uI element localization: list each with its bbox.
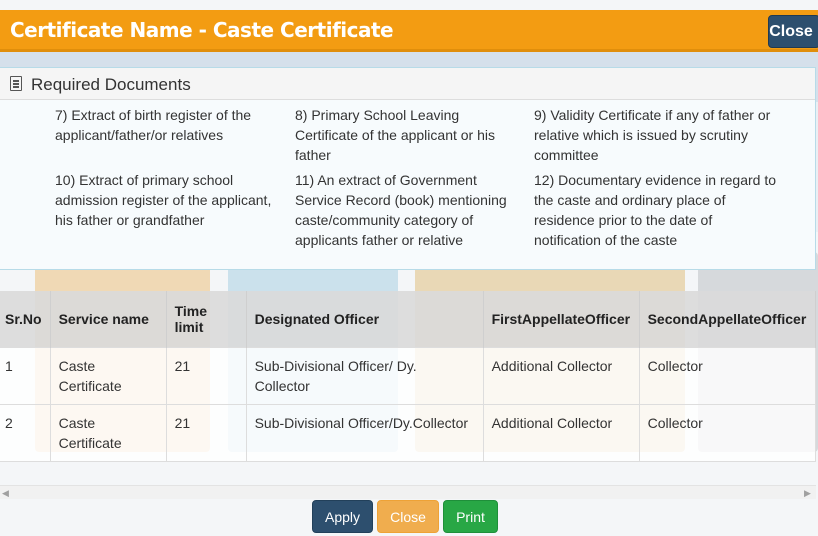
- service-table: [0, 291, 816, 462]
- cell-designated-officer: Sub-Divisional Officer/Dy.Collector: [246, 404, 483, 461]
- document-item: 9) Validity Certificate if any of father or relative which is issued by scrutiny committee: [534, 107, 771, 163]
- horizontal-scrollbar[interactable]: [0, 485, 816, 499]
- modal-header: [0, 10, 818, 52]
- column-header-service-name: Service name: [50, 291, 166, 347]
- column-header-sr-no: Sr.No: [0, 291, 50, 347]
- table-row: [0, 347, 815, 404]
- modal-title: Certificate Name - Caste Certificate: [10, 18, 394, 42]
- column-header-first-appellate-officer: FirstAppellateOfficer: [483, 291, 639, 347]
- column-header-designated-officer: Designated Officer: [246, 291, 483, 347]
- document-icon: [10, 76, 22, 91]
- apply-button[interactable]: Apply: [312, 500, 373, 533]
- required-documents-heading-bar: [0, 68, 815, 100]
- cell-second-appellate-officer: Collector: [639, 347, 815, 404]
- cell-service-name: Caste Certificate: [50, 404, 166, 461]
- cell-first-appellate-officer: Additional Collector: [483, 404, 639, 461]
- cell-service-name: Caste Certificate: [50, 347, 166, 404]
- required-documents-heading: Required Documents: [31, 75, 191, 94]
- document-item: 8) Primary School Leaving Certificate of the applicant or his father: [295, 107, 495, 163]
- service-table-container: [0, 291, 818, 462]
- print-button[interactable]: Print: [443, 500, 498, 533]
- footer-close-button[interactable]: Close: [377, 500, 439, 533]
- cell-time-limit: 21: [166, 347, 246, 404]
- cell-sr-no: 2: [0, 404, 50, 461]
- cell-sr-no: 1: [0, 347, 50, 404]
- table-row: [0, 404, 815, 461]
- scroll-right-arrow-icon[interactable]: ▶: [804, 488, 811, 498]
- document-item: 12) Documentary evidence in regard to the caste and ordinary place of residence prior to the date of notification of the caste: [534, 172, 777, 248]
- column-header-second-appellate-officer: SecondAppellateOfficer: [639, 291, 815, 347]
- document-item: 10) Extract of primary school admission register of the applicant, his father or grandfather: [55, 172, 272, 228]
- scroll-left-arrow-icon[interactable]: ◀: [2, 488, 9, 498]
- cell-time-limit: 21: [166, 404, 246, 461]
- header-close-button[interactable]: Close: [768, 15, 818, 48]
- cell-designated-officer: Sub-Divisional Officer/ Dy. Collector: [246, 347, 483, 404]
- required-documents-panel: [0, 67, 816, 270]
- document-item: 11) An extract of Government Service Record (book) mentioning caste/community category of applicants father or relative: [295, 172, 507, 248]
- document-item: 7) Extract of birth register of the applicant/father/or relatives: [55, 107, 252, 143]
- cell-second-appellate-officer: Collector: [639, 404, 815, 461]
- table-header-row: [0, 291, 815, 347]
- cell-first-appellate-officer: Additional Collector: [483, 347, 639, 404]
- column-header-time-limit: Time limit: [166, 291, 246, 347]
